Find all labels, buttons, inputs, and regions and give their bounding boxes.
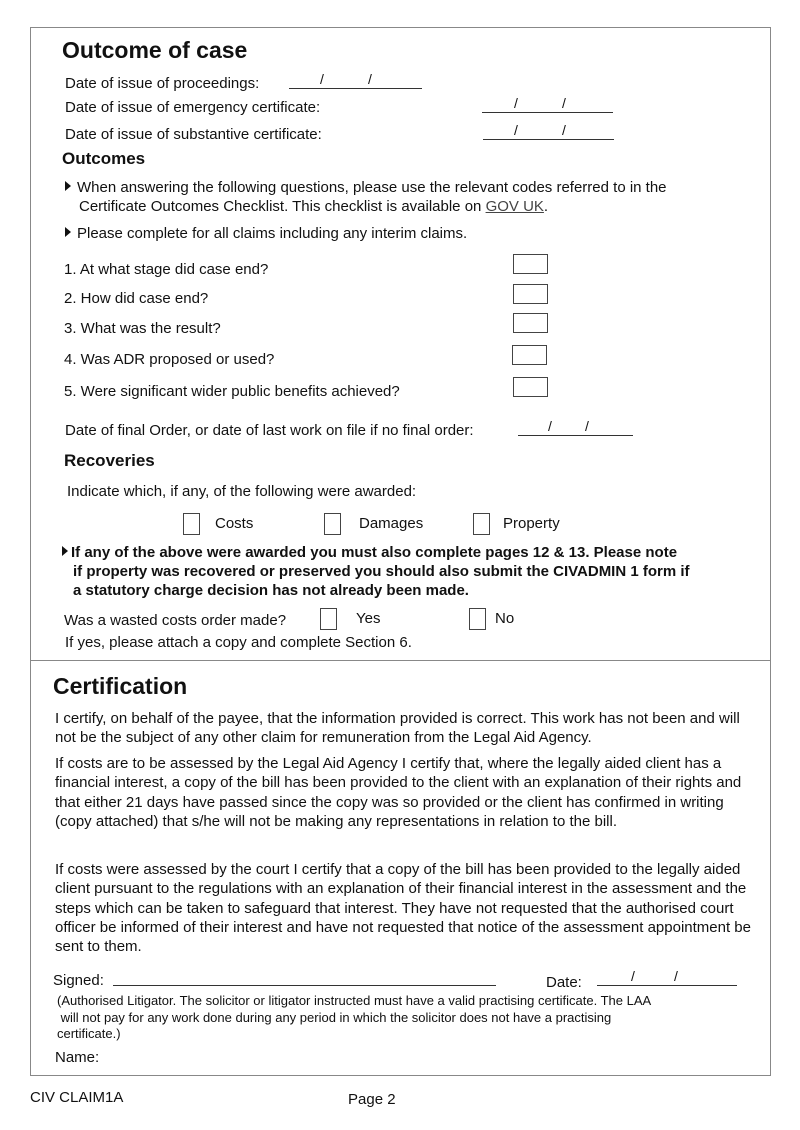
date-separator: / xyxy=(514,95,518,111)
date-separator: / xyxy=(320,71,324,87)
recoveries-note-line-1 xyxy=(62,544,677,561)
date-separator: / xyxy=(674,968,678,984)
certification-para-1: I certify, on behalf of the payee, that the information provided is correct. This work has not been and will not be the subject of any other claim for remuneration from the Legal Aid Agency. xyxy=(55,710,740,747)
outcomes-title: Outcomes xyxy=(62,149,146,168)
date-separator: / xyxy=(548,418,552,434)
certification-title: Certification xyxy=(53,673,188,699)
question-1-code-box[interactable] xyxy=(513,254,548,274)
date-separator: / xyxy=(631,968,635,984)
bullet-1-text-cont: Certificate Outcomes Checklist. This checklist is available on xyxy=(79,198,482,215)
gov-uk-link[interactable]: GOV UK xyxy=(485,198,544,215)
bullet-2-text: Please complete for all claims including any interim claims. xyxy=(77,225,468,242)
date-substantive-field[interactable] xyxy=(483,139,614,140)
date-separator: / xyxy=(562,122,566,138)
cert-date-field[interactable] xyxy=(597,985,737,986)
certification-para-2: If costs are to be assessed by the Legal Aid Agency I certify that, where the legally aided client has a financial interest, a copy of the bill has been provided to the client with an explanation of their rights and that either 21 days have passed since the copy was so provided or the client has confirmed in writing (copy attached) that s/he will not be making any representations in relation to the bill. xyxy=(55,755,742,830)
bullet-1-end: . xyxy=(543,198,549,215)
date-separator: / xyxy=(514,122,518,138)
page-number: Page 2 xyxy=(348,1091,396,1108)
date-separator: / xyxy=(562,95,566,111)
bullet-1-text: When answering the following questions, please use the relevant codes referred to in the xyxy=(77,179,667,196)
form-code: CIV CLAIM1A xyxy=(30,1089,124,1106)
question-2: 2. How did case end? xyxy=(64,290,209,307)
recoveries-note-line-3: a statutory charge decision has not already been made. xyxy=(73,582,469,599)
cert-date-label: Date: xyxy=(546,974,582,991)
auth-note-line-1: (Authorised Litigator. The solicitor or litigator instructed must have a valid practising certificate. The LAA xyxy=(57,993,652,1008)
outcome-title: Outcome of case xyxy=(62,37,248,63)
question-1: 1. At what stage did case end? xyxy=(64,261,269,278)
question-5-code-box[interactable] xyxy=(513,377,548,397)
wasted-costs-no-checkbox[interactable] xyxy=(469,608,486,630)
wasted-costs-no-label: No xyxy=(495,610,515,627)
section-divider xyxy=(30,660,771,661)
date-substantive-label: Date of issue of substantive certificate: xyxy=(65,126,322,143)
wasted-costs-note: If yes, please attach a copy and complete Section 6. xyxy=(65,634,412,651)
wasted-costs-label: Was a wasted costs order made? xyxy=(64,612,287,629)
outcomes-bullet-1 xyxy=(65,179,667,196)
date-emergency-label: Date of issue of emergency certificate: xyxy=(65,99,321,116)
damages-checkbox[interactable] xyxy=(324,513,341,535)
question-2-code-box[interactable] xyxy=(513,284,548,304)
bullet-arrow-icon xyxy=(65,227,71,237)
final-order-date-field[interactable] xyxy=(518,435,633,436)
question-5: 5. Were significant wider public benefits achieved? xyxy=(64,383,400,400)
recoveries-title: Recoveries xyxy=(64,451,155,470)
signed-label: Signed: xyxy=(53,972,104,989)
damages-label: Damages xyxy=(359,515,424,532)
question-4-code-box[interactable] xyxy=(512,345,547,365)
final-order-label: Date of final Order, or date of last work on file if no final order: xyxy=(65,422,474,439)
costs-label: Costs xyxy=(215,515,254,532)
wasted-costs-yes-checkbox[interactable] xyxy=(320,608,337,630)
outcomes-bullet-2 xyxy=(65,225,467,242)
property-label: Property xyxy=(503,515,560,532)
certification-para-3: If costs were assessed by the court I certify that a copy of the bill has been provided to the legally aided client pursuant to the regulations with an explanation of their financial interest in the assessment and the steps which can be taken to safeguard that interest. They have not requested that the authorised court officer be informed of their interest and have not requested that notice of the assessment appointment be sent to them. xyxy=(55,861,751,956)
bullet-arrow-icon xyxy=(62,546,68,556)
auth-note-line-2: will not pay for any work done during any period in which the solicitor does not have a practising xyxy=(57,1010,612,1025)
date-separator: / xyxy=(585,418,589,434)
property-checkbox[interactable] xyxy=(473,513,490,535)
date-emergency-field[interactable] xyxy=(482,112,613,113)
recoveries-note-line-2: if property was recovered or preserved you should also submit the CIVADMIN 1 form if xyxy=(73,563,690,580)
note-line-1-text: If any of the above were awarded you must also complete pages 12 & 13. Please note xyxy=(71,544,678,561)
question-3-code-box[interactable] xyxy=(513,313,548,333)
auth-note-line-3: certificate.) xyxy=(57,1026,121,1041)
name-label: Name: xyxy=(55,1049,100,1066)
question-3: 3. What was the result? xyxy=(64,320,221,337)
bullet-arrow-icon xyxy=(65,181,71,191)
recoveries-intro: Indicate which, if any, of the following were awarded: xyxy=(67,483,417,500)
wasted-costs-yes-label: Yes xyxy=(356,610,381,627)
outcomes-bullet-1-cont xyxy=(79,198,548,215)
question-4: 4. Was ADR proposed or used? xyxy=(64,351,275,368)
date-proceedings-label: Date of issue of proceedings: xyxy=(65,75,260,92)
signature-field[interactable] xyxy=(113,985,496,986)
costs-checkbox[interactable] xyxy=(183,513,200,535)
date-separator: / xyxy=(368,71,372,87)
date-proceedings-field[interactable] xyxy=(289,88,422,89)
